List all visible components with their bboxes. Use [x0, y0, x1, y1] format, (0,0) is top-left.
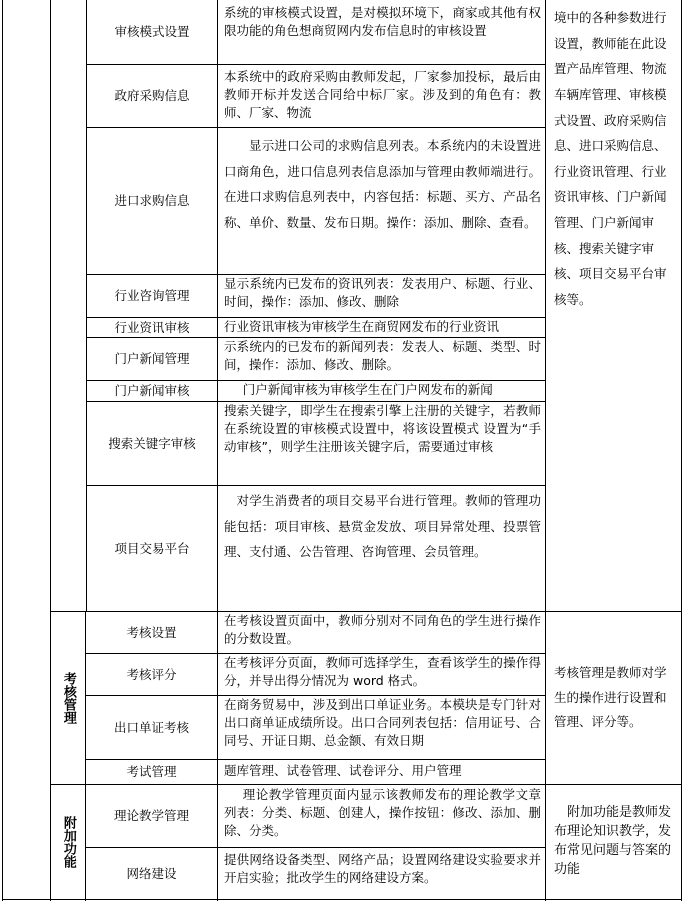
row-name: 考核评分: [126, 666, 177, 682]
row-name: 出口单证考核: [113, 719, 189, 735]
row-name: 考核设置: [126, 624, 177, 640]
row-name: 理论教学管理: [113, 808, 189, 824]
row-description: 显示进口公司的求购信息列表。本系统内的未设置进口商角色，进口信息列表信息添加与管理由教师端进行。在进口求购信息列表中，内容包括：标题、买方、产品名称、单价、数量、发布日期。操作：添加、删除、查看。: [224, 138, 541, 230]
category-text: 附加功能: [60, 816, 76, 868]
category-label: [51, 785, 85, 899]
row-description: 在考核设置页面中，教师分别对不同角色的学生进行操作的分数设置。: [224, 613, 541, 646]
section-summary: 境中的各种参数进行设置，教师能在此设置产品库管理、物流车辆库管理、审核模式设置、政府采购信息、进口采购信息、行业资讯管理、行业资讯审核、门户新闻管理、门户新闻审核、搜索关键字审核、项目交易平台审核等。: [554, 10, 667, 307]
row-description: 行业资讯审核为审核学生在商贸网发布的行业资讯: [224, 319, 500, 334]
row-description: 搜索关键字，即学生在搜索引擎上注册的关键字，若教师在系统设置的审核模式设置中，将该设置模式 设置为“手动审核”，则学生注册该关键字后，需要通过审核: [224, 403, 541, 454]
row-description: 提供网络设备类型、网络产品；设置网络建设实验要求并开启实验；批改学生的网络建设方案。: [224, 852, 541, 885]
row-name: 门户新闻管理: [114, 351, 190, 367]
row-description: 系统的审核模式设置，是对模拟环境下，商家或其他有权限功能的角色想商贸网内发布信息时的审核设置: [224, 5, 541, 38]
section-summary: 附加功能是教师发布理论知识教学，发布常见问题与答案的功能: [554, 805, 672, 877]
row-description: 在考核评分页面，教师可选择学生，查看该学生的操作得分，并导出得分情况为 word 格式。: [224, 655, 541, 688]
row-name: 进口求购信息: [114, 193, 190, 209]
row-description: 门户新闻审核为审核学生在门户网发布的新闻: [242, 382, 493, 397]
row-name: 政府采购信息: [114, 88, 190, 104]
row-name: 审核模式设置: [114, 24, 190, 40]
category-text: 考核管理: [60, 672, 76, 724]
row-description: 题库管理、试卷管理、试卷评分、用户管理: [224, 763, 462, 778]
row-name: 门户新闻审核: [114, 383, 190, 399]
row-name: 网络建设: [126, 865, 177, 881]
row-name: 项目交易平台: [114, 540, 190, 556]
row-name: 行业咨询管理: [114, 288, 190, 304]
row-description: 本系统中的政府采购由教师发起，厂家参加投标，最后由教师开标并发送合同给中标厂家。涉及到的角色有：教师、厂家、物流: [224, 69, 541, 120]
category-label: [51, 612, 85, 784]
row-name: 行业资讯审核: [114, 319, 190, 335]
row-description: 理论教学管理页面内显示该教师发布的理论教学文章列表：分类、标题、创建人，操作按钮：修改、添加、删除、分类。: [224, 787, 541, 838]
section-summary: 考核管理是教师对学生的操作进行设置和管理、评分等。: [554, 665, 667, 730]
row-name: 考试管理: [126, 764, 177, 780]
row-description: 对学生消费者的项目交易平台进行管理。教师的管理功能包括：项目审核、悬赏金发放、项目异常处理、投票管理、支付通、公告管理、咨询管理、会员管理。: [224, 493, 541, 560]
row-description: 显示系统内已发布的资讯列表：发表用户、标题、行业、时间，操作：添加、修改、删除: [224, 276, 541, 309]
row-description: 示系统内的已发布的新闻列表：发表人、标题、类型、时间，操作：添加、修改、删除。: [224, 339, 541, 372]
row-description: 在商务贸易中，涉及到出口单证业务。本模块是专门针对出口商单证成绩所设。出口合同列表包括：信用证号、合同号、开证日期、总金额、有效日期: [224, 697, 541, 748]
row-name: 搜索关键字审核: [108, 435, 196, 451]
